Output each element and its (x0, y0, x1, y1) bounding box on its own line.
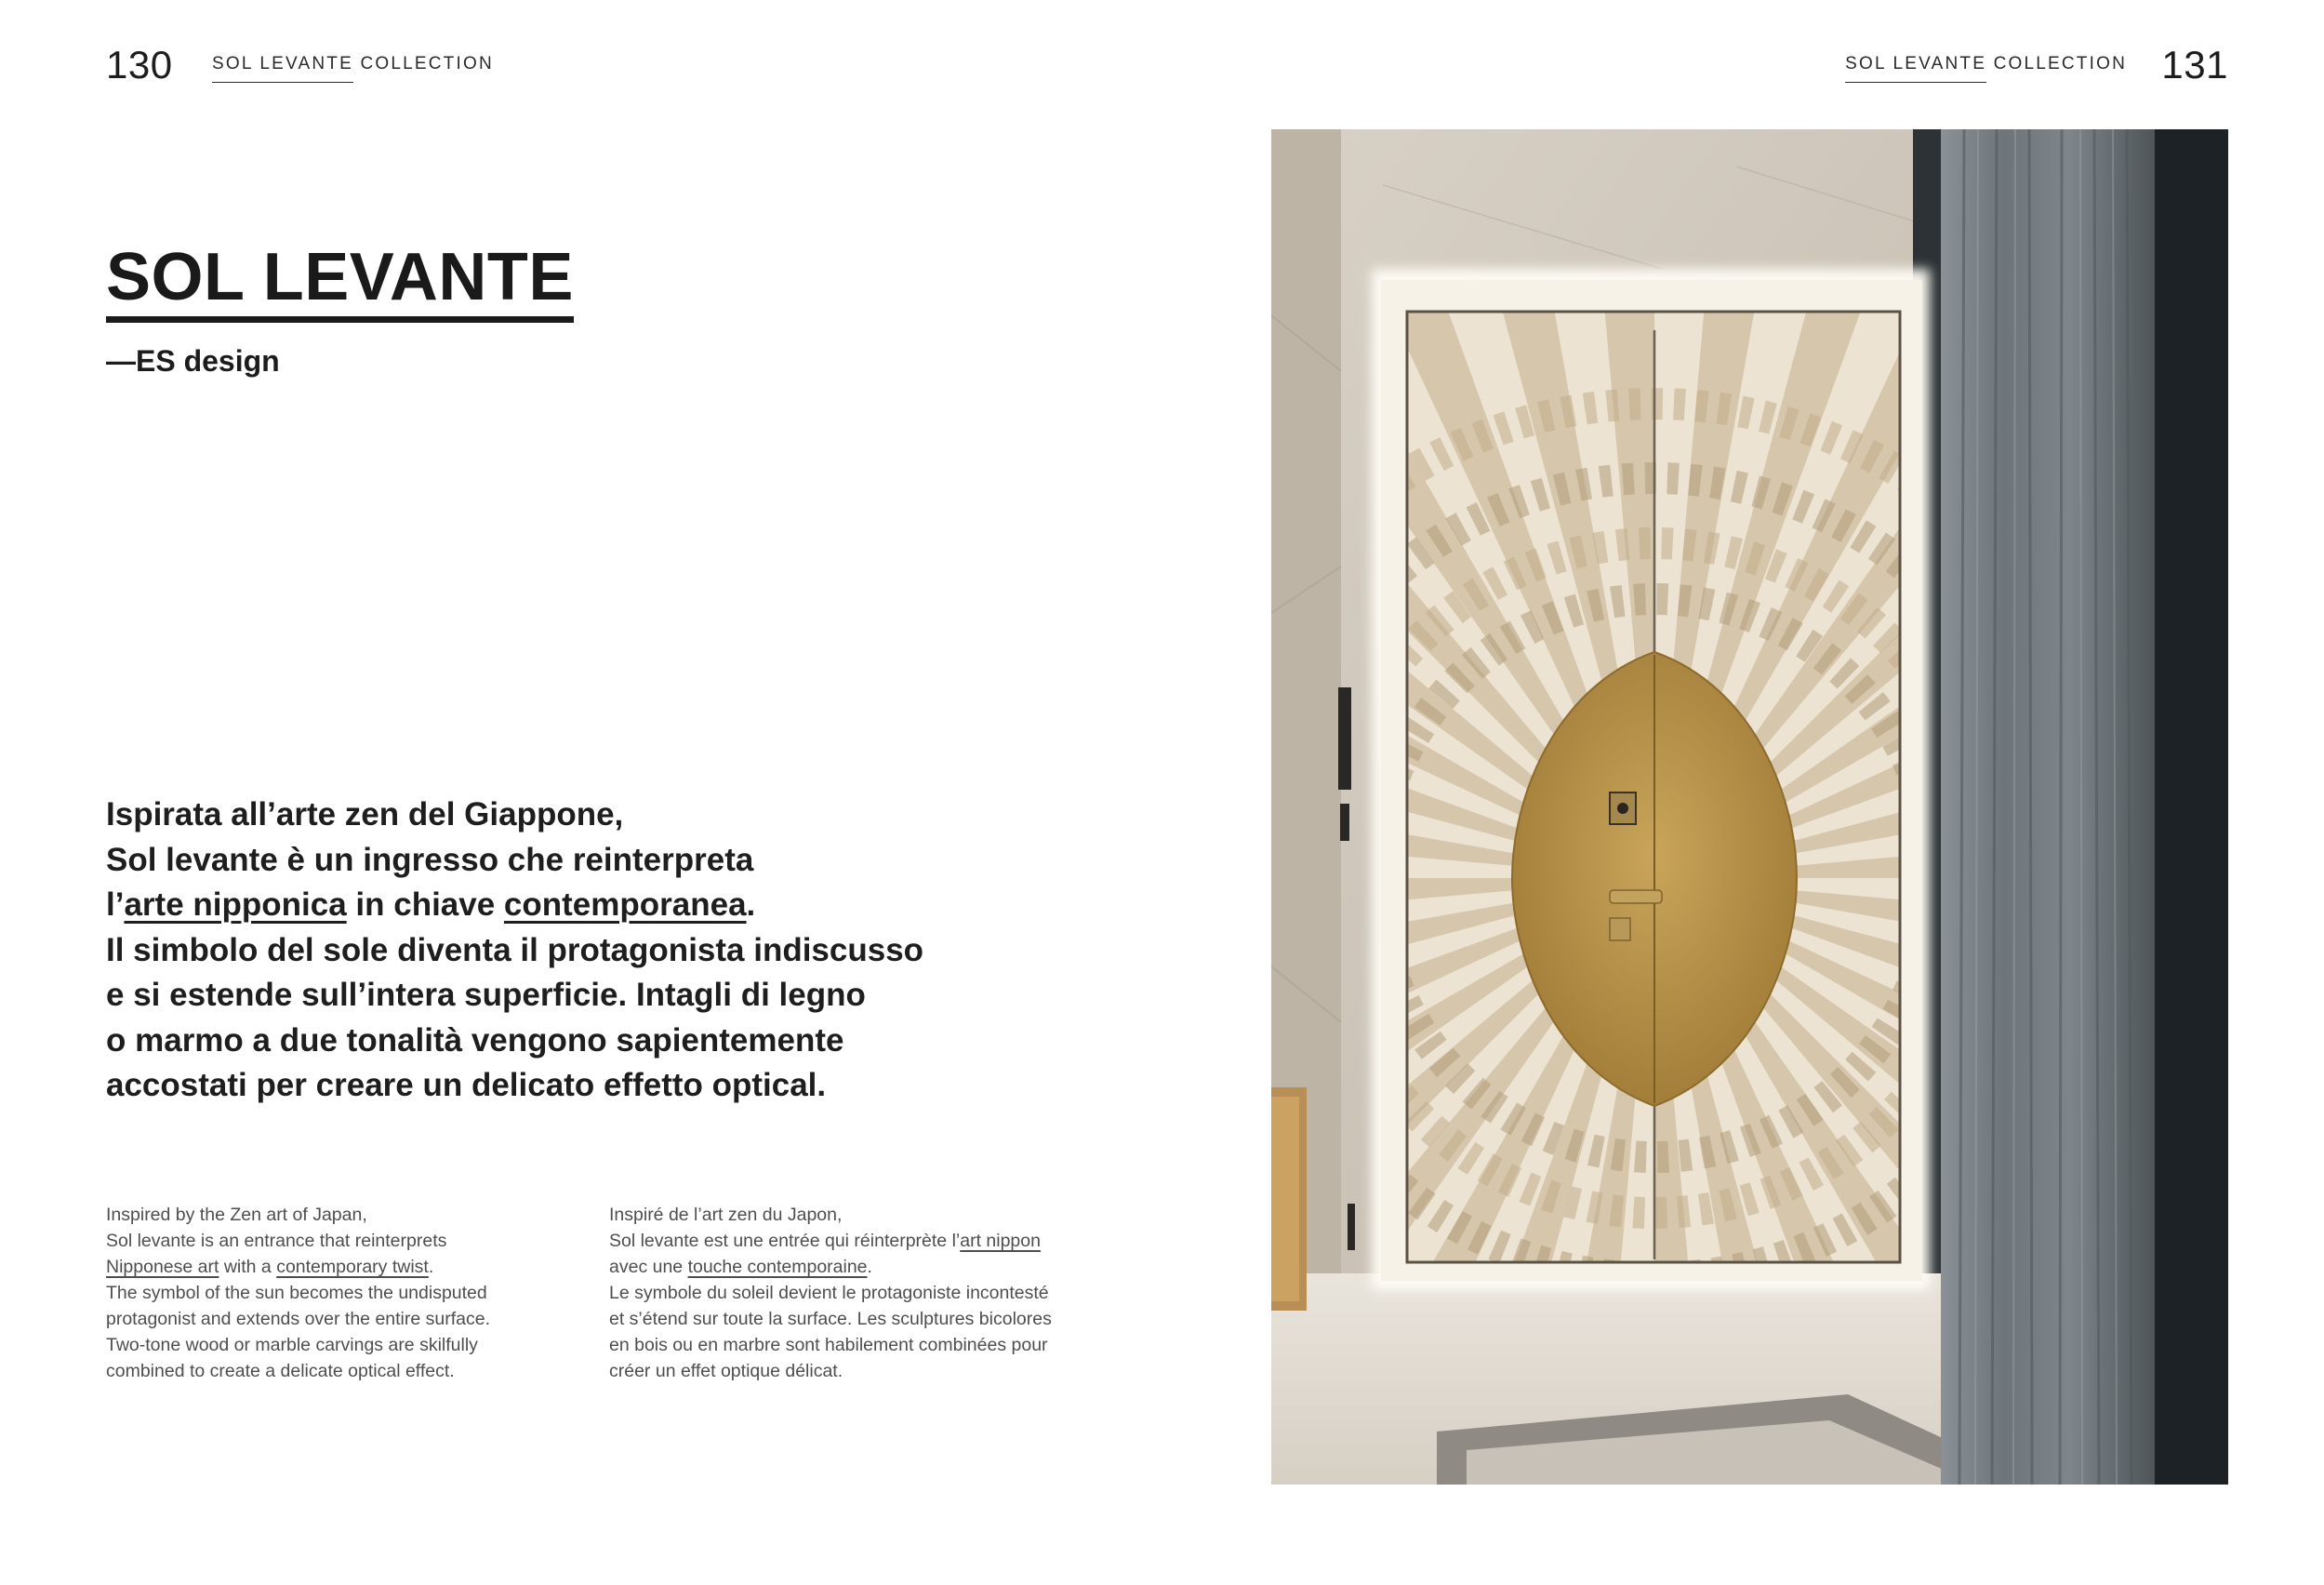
french-underlined-text: art nippon (960, 1231, 1041, 1251)
english-underlined-text: Nipponese art (106, 1257, 219, 1277)
english-text: Inspired by the Zen art of Japan, (106, 1205, 367, 1225)
lead-line (106, 928, 1036, 974)
lead-text: e si estende sull’intera superficie. Intagli di legno (106, 977, 866, 1013)
english-text: Two-tone wood or marble carvings are skilfully (106, 1335, 478, 1355)
lead-line (106, 838, 1036, 884)
french-text: Le symbole du soleil devient le protagoniste incontesté (609, 1283, 1049, 1303)
lead-text: . (746, 886, 756, 923)
french-text: créer un effet optique délicat. (609, 1361, 843, 1381)
english-text: with a (219, 1257, 277, 1277)
french-text: en bois ou en marbre sont habilement combinées pour (609, 1335, 1048, 1355)
english-line (106, 1280, 552, 1306)
lead-line (106, 792, 1036, 838)
french-line (609, 1202, 1093, 1228)
lead-text: accostati per creare un delicato effetto optical. (106, 1067, 827, 1103)
english-text: . (428, 1257, 434, 1277)
english-line (106, 1202, 552, 1228)
page-subtitle: —ES design (106, 344, 280, 378)
lead-line (106, 973, 1036, 1019)
french-text: Sol levante est une entrée qui réinterprète l’ (609, 1231, 961, 1251)
english-line (106, 1254, 552, 1280)
lead-text: l’ (106, 886, 125, 923)
french-paragraph (609, 1202, 1093, 1384)
door-photo (1271, 129, 2228, 1485)
lead-line (106, 1019, 1036, 1064)
french-text: et s’étend sur toute la surface. Les sculptures bicolores (609, 1309, 1052, 1329)
running-title-left-underlined: SOL LEVANTE (212, 54, 353, 83)
lead-text: Ispirata all’arte zen del Giappone, (106, 796, 624, 832)
french-line (609, 1306, 1093, 1332)
italian-lead-paragraph (106, 792, 1036, 1109)
french-line (609, 1228, 1093, 1254)
lead-underlined-text: contemporanea (503, 886, 747, 923)
running-title-right-underlined: SOL LEVANTE (1845, 54, 1986, 83)
running-title-left-rest: COLLECTION (352, 54, 494, 73)
lead-text: in chiave (346, 886, 504, 923)
french-text: . (867, 1257, 872, 1277)
french-line (609, 1358, 1093, 1384)
english-line (106, 1228, 552, 1254)
page-title: SOL LEVANTE (106, 244, 574, 323)
french-line (609, 1254, 1093, 1280)
lead-text: Sol levante è un ingresso che reinterpreta (106, 841, 754, 878)
lead-line (106, 1063, 1036, 1109)
running-title-left (212, 54, 494, 83)
english-paragraph (106, 1202, 552, 1384)
french-text: avec une (609, 1257, 688, 1277)
english-text: protagonist and extends over the entire surface. (106, 1309, 491, 1329)
french-line (609, 1280, 1093, 1306)
english-line (106, 1306, 552, 1332)
lead-text: o marmo a due tonalità vengono sapientemente (106, 1021, 844, 1059)
french-text: Inspiré de l’art zen du Japon, (609, 1205, 843, 1225)
page-number-left: 130 (106, 43, 173, 87)
lead-line (106, 883, 1036, 928)
english-underlined-text: contemporary twist (276, 1257, 429, 1277)
english-text: The symbol of the sun becomes the undisputed (106, 1283, 487, 1303)
english-text: Sol levante is an entrance that reinterprets (106, 1231, 447, 1251)
page-number-right: 131 (2161, 43, 2228, 87)
french-line (609, 1332, 1093, 1358)
english-line (106, 1358, 552, 1384)
english-line (106, 1332, 552, 1358)
french-underlined-text: touche contemporaine (687, 1257, 868, 1277)
running-title-right-rest: COLLECTION (1986, 54, 2127, 73)
lead-text: Il simbolo del sole diventa il protagonista indiscusso (106, 931, 924, 968)
running-title-right (1845, 54, 2127, 83)
english-text: combined to create a delicate optical effect. (106, 1361, 455, 1381)
lead-underlined-text: arte nipponica (124, 886, 347, 923)
